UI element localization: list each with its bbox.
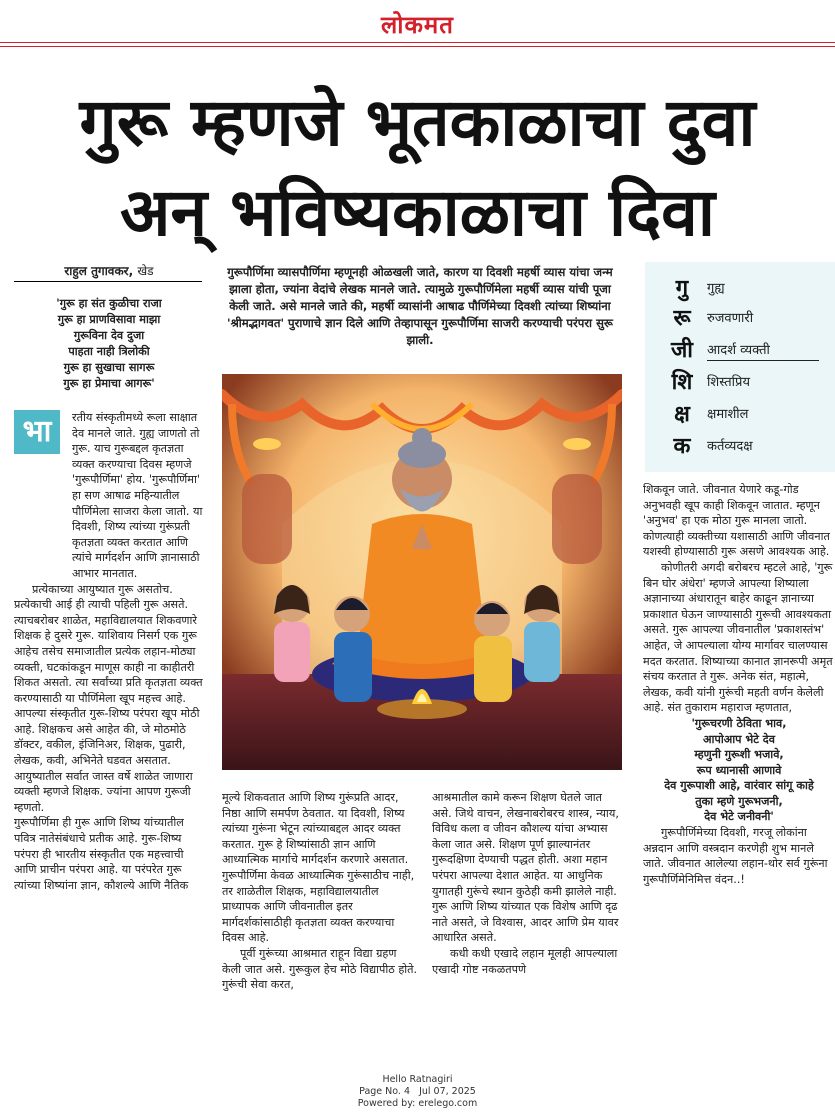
verse-line: आपोआप भेटे देव [703, 732, 775, 746]
paragraph: गुरूपौर्णिमा ही गुरू आणि शिष्य यांच्यातील पवित्र नातेसंबंधाचे प्रतीक आहे. गुरू-शिष्य परंपरा ही भारतीय संस्कृतीत एक महत्त्वाची आणि प्राचीन परंपरा आहे. या परंपरेत गुरू त्यांच्या शिष्यांना ज्ञान, कौशल्ये आणि नैतिक [14, 816, 189, 892]
acrostic-row [645, 274, 835, 304]
poem-line: गुरू हा सुखाचा सागरू [63, 361, 155, 374]
acrostic-letter: जी [670, 338, 694, 363]
poem-line: गुरू हा प्रेमाचा आगरू' [63, 377, 155, 390]
acrostic-letter: शि [671, 370, 693, 395]
byline [14, 262, 204, 282]
poem-line: पाहता नाही त्रिलोकी [68, 345, 150, 358]
acrostic-word: शिस्तप्रिय [707, 375, 750, 390]
guru-illustration [222, 374, 622, 770]
paragraph: आश्रमातील कामे करून शिक्षण घेतले जात असे. जिथे वाचन, लेखनाबरोबरच शास्त्र, न्याय, विविध कला व जीवन कौशल्य यांचा अभ्यास केला जात असे. शिक्षण पूर्ण झाल्यानंतर गुरूदक्षिणा देण्याची पद्धत होती. अशा महान परंपरा आपल्या देशात आहेत. या आधुनिक युगातही गुरूंचे स्थान कुठेही कमी झालेले नाही. गुरू आणि शिष्य यांच्यात एक विशेष आणि दृढ नाते असते, जे विश्वास, आदर आणि प्रेम यावर आधारित असते. [432, 791, 619, 945]
opening-poem [14, 296, 204, 392]
issue-date: Jul 07, 2025 [419, 1086, 476, 1097]
article-column-2 [222, 790, 418, 993]
acrostic-word: गुह्य [707, 281, 725, 296]
paragraph: कधी कधी एखादे लहान मूलही आपल्याला एखादी गोष्ट नकळतपणे [432, 946, 618, 976]
verse-line: 'गुरूचरणी ठेविता भाव, [691, 716, 787, 730]
page-info [0, 1086, 835, 1098]
verse-line: रूप ध्यानासी आणावे [696, 763, 782, 777]
paragraph: पूर्वी गुरूंच्या आश्रमात राहून विद्या ग्रहण केली जात असे. गुरूकुल हेच मोठे विद्यापीठ होते. गुरूंची सेवा करत, [222, 946, 418, 992]
acrostic-word: रुजवणारी [707, 311, 754, 326]
headline [0, 78, 835, 258]
author-place: खेड [137, 264, 154, 278]
acrostic-row [645, 368, 835, 398]
acrostic-letter: क्ष [674, 402, 690, 427]
acrostic-letter: रू [673, 306, 691, 331]
poem-line: 'गुरू हा संत कुळीचा राजा [56, 297, 162, 310]
drop-cap: भा [14, 410, 60, 454]
paragraph: गुरूपौर्णिमेच्या दिवशी, गरजू लोकांना अन्नदान आणि वस्त्रदान करणेही शुभ मानले जाते. जीवनात आलेल्या लहान-थोर सर्व गुरूंना गुरूपौर्णिमेनिमित्त वंदन..! [643, 826, 828, 886]
verse-line: देव गुरूपाशी आहे, वारंवार सांगू काहे [664, 779, 814, 793]
newspaper-logo[interactable]: लोकमत [381, 11, 454, 39]
acrostic-word: क्षमाशील [707, 407, 749, 422]
verse-line: म्हणुनी गुरूशी भजावे, [694, 748, 784, 762]
acrostic-letter: गु [675, 276, 689, 301]
paragraph: रतीय संस्कृतीमध्ये रूला साक्षात देव मानले जाते. गुह्य जाणतो तो गुरू. याच गुरूबद्दल कृतज्ञता व्यक्त करण्याचा दिवस म्हणजे 'गुरूपौर्णिमा' होय. 'गुरूपौर्णिमा' हा सण आषाढ महिन्यातील पौर्णिमेला साजरा केला जातो. या दिवशी, शिष्य त्यांच्या गुरूंप्रती कृतज्ञता व्यक्त करतात आणि त्यांचे मार्गदर्शन आणि ज्ञानासाठी आभार मानतात. [72, 411, 203, 580]
acrostic-row [645, 336, 835, 366]
acrostic-row [645, 304, 835, 334]
acrostic-row [645, 400, 835, 430]
article-column-1 [14, 410, 206, 893]
headline-line-1: गुरू म्हणजे भूतकाळाचा दुवा [79, 84, 756, 161]
edition-name: Hello Ratnagiri [382, 1074, 453, 1085]
intro-blurb: गुरूपौर्णिमा व्यासपौर्णिमा म्हणूनही ओळखली जाते, कारण या दिवशी महर्षी व्यास यांचा जन्म झाला होता, ज्यांना वेदांचे लेखक मानले जाते. त्यामुळे गुरूपौर्णिमेला महर्षी व्यास यांची पूजा केली जाते. असे मानले जाते की, महर्षी व्यासांनी आषाढ पौर्णिमेच्या दिवशी त्यांच्या शिष्यांना 'श्रीमद्भागवत' पुराणाचे ज्ञान दिले आणि तेव्हापासून गुरूपौर्णिमा साजरी करण्याची परंपरा सुरू झाली. [227, 265, 613, 347]
acrostic-letter: क [673, 434, 691, 459]
acrostic-word: आदर्श व्यक्ती [707, 343, 770, 358]
article-column-3 [432, 790, 624, 977]
paragraph: प्रत्येकाच्या आयुष्यात गुरू असतोच. प्रत्येकाची आई ही त्याची पहिली गुरू असते. त्याचबरोबर शाळेत, महाविद्यालयात शिकवणारे शिक्षक हे दुसरे गुरू. याशिवाय निसर्ग एक गुरू आहेच तसेच समाजातील प्रत्येक लहान-मोठ्या व्यक्ती, घटकांकडून माणूस काही ना काहीतरी शिकत असतो. त्या सर्वांच्या प्रति कृतज्ञता व्यक्त करण्यासाठी या पौर्णिमेला खूप महत्त्व आहे. आपल्या संस्कृतीत गुरू-शिष्य परंपरा खूप मोठी आहे. शिक्षकच असे आहेत की, जे मोठमोठे डॉक्टर, वकील, इंजिनिअर, शिक्षक, पुढारी, लेखक, कवी, अभिनेते घडवत असतात. आयुष्यातील सर्वात जास्त वर्षे शाळेत जाणारा व्यक्ती म्हणजे शिक्षक. ज्यांना आपण गुरूजी म्हणतो. [14, 582, 203, 814]
paragraph: कोणीतरी अगदी बरोबरच म्हटले आहे, 'गुरू बिन घोर अंधेरा' म्हणजे आपल्या शिष्याला अज्ञानाच्या अंधारातून बाहेर काढून ज्ञानाच्या प्रकाशात घेऊन जाण्यासाठी गुरूची आवश्यकता असते. गुरू आपल्या जीवनातील 'प्रकाशस्तंभ' आहेत, जे आपल्याला योग्य मार्गावर चालण्यास मदत करतात. शिष्याच्या कानात ज्ञानरूपी अमृत संचय करतात ते गुरू. अनेक संत, महात्मे, लेखक, कवी यांनी गुरूंची महती वर्णन केलेली आहे. संत तुकाराम महाराज म्हणतात, [643, 560, 833, 715]
masthead [0, 0, 835, 46]
poem-line: गुरूविना देव दुजा [73, 329, 145, 342]
verse-line: देव भेटे जनीवनी' [704, 810, 774, 824]
author-name: राहुल तुगावकर, [64, 264, 134, 278]
masthead-rule [0, 46, 835, 47]
headline-line-2: अन् भविष्यकाळाचा दिवा [120, 174, 715, 251]
verse-line: तुका म्हणे गुरूभजनी, [695, 794, 783, 808]
acrostic-row [645, 432, 835, 462]
underline-divider [707, 360, 819, 361]
acrostic-word: कर्तव्यदक्ष [707, 439, 753, 454]
paragraph: मूल्ये शिकवतात आणि शिष्य गुरूंप्रति आदर, निष्ठा आणि समर्पण ठेवतात. या दिवशी, शिष्य त्यांच्या गुरूंना भेटून त्यांच्याबद्दल आदर व्यक्त करतात. गुरू हे शिष्यांसाठी ज्ञान आणि आध्यात्मिक मार्गाचे मार्गदर्शन करणारे असतात. गुरूपौर्णिमा केवळ आध्यात्मिक गुरूंसाठीच नाही, तर शाळेतील शिक्षक, महाविद्यालयातील प्राध्यापक आणि जीवनातील इतर मार्गदर्शकांसाठीही कृतज्ञता व्यक्त करण्याचा दिवस आहे. [222, 791, 415, 945]
byline-divider [14, 281, 202, 282]
paragraph: शिकवून जाते. जीवनात येणारे कडू-गोड अनुभवही खूप काही शिकवून जातात. म्हणून 'अनुभव' हा एक मोठा गुरू मानला जातो. कोणत्याही व्यक्तीच्या यशासाठी आणि जीवनात यशस्वी होण्यासाठी गुरू असणे आवश्यक आहे. [643, 483, 830, 559]
page-number: Page No. 4 [359, 1086, 410, 1097]
guruji-acrostic-box [645, 262, 835, 472]
powered-by[interactable]: Powered by: erelego.com [357, 1098, 478, 1109]
page-footer [0, 1074, 835, 1110]
poem-line: गुरू हा प्राणविसावा माझा [57, 313, 161, 326]
masthead-rule [0, 42, 835, 43]
article-column-4 [643, 482, 835, 887]
